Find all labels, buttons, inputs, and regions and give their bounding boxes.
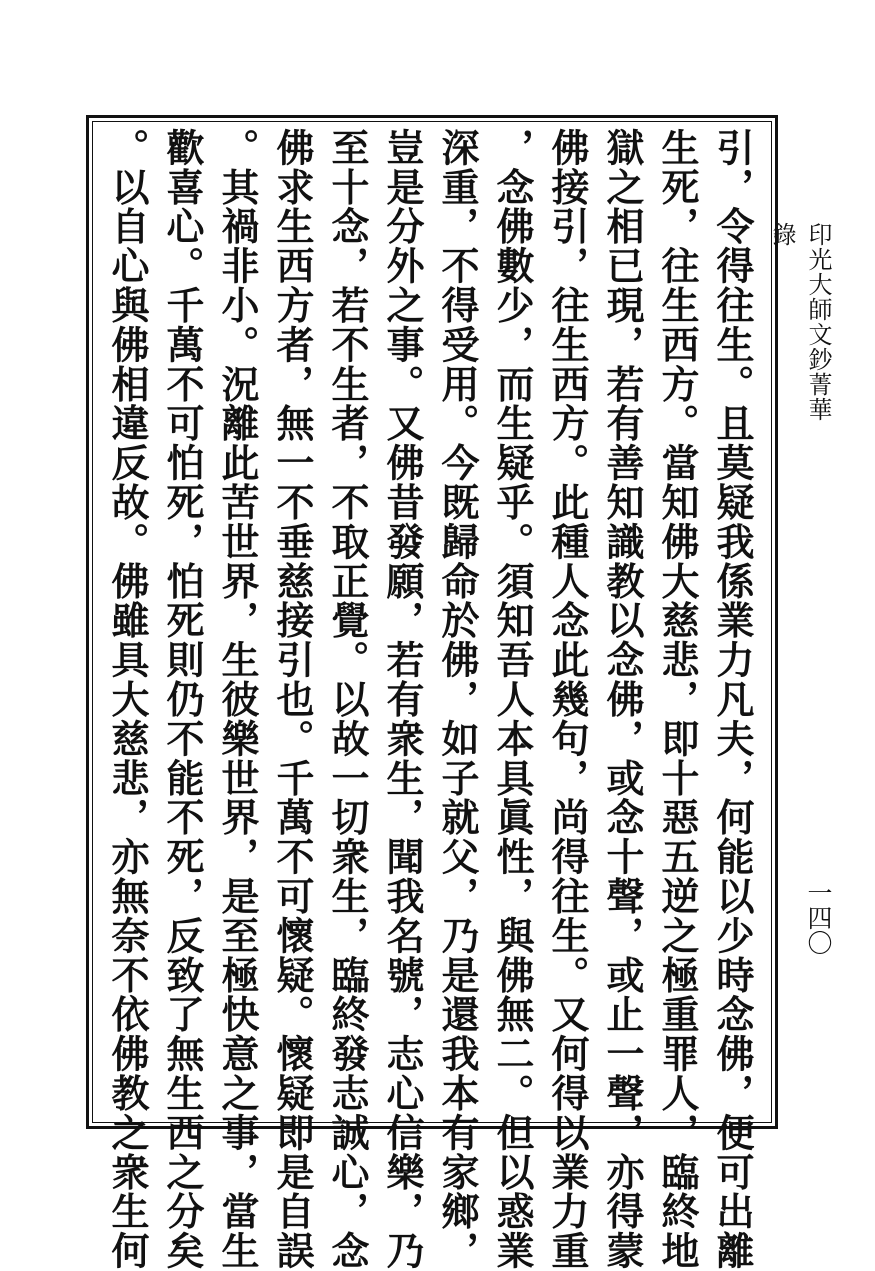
text-column: 至十念，若不生者，不取正覺。以故一切衆生，臨終發志誠心，念 [325,128,370,1271]
text-column: 佛求生西方者，無一不垂慈接引也。千萬不可懷疑。懷疑即是自誤 [270,128,315,1271]
running-head: 印光大師文鈔菁華錄 [768,222,832,422]
text-column: 豈是分外之事。又佛昔發願，若有衆生，聞我名號，志心信樂，乃 [380,128,425,1271]
page-number: 一四〇 [804,880,833,955]
text-column: 生死，往生西方。當知佛大慈悲，即十惡五逆之極重罪人，臨終地 [655,128,700,1271]
text-column: 。其禍非小。況離此苦世界，生彼樂世界，是至極快意之事，當生 [215,128,260,1271]
text-column: 佛接引，往生西方。此種人念此幾句，尚得往生。又何得以業力重 [545,128,590,1271]
body-text [105,128,760,1271]
text-column: 歡喜心。千萬不可怕死，怕死則仍不能不死，反致了無生西之分矣 [160,128,205,1271]
text-column: 。以自心與佛相違反故。佛雖具大慈悲，亦無奈不依佛教之衆生何 [105,128,150,1271]
text-column: 深重，不得受用。今既歸命於佛，如子就父，乃是還我本有家鄉， [435,128,480,1271]
text-column: 引，令得往生。且莫疑我係業力凡夫，何能以少時念佛，便可出離 [710,128,755,1271]
text-column: ，念佛數少，而生疑乎。須知吾人本具眞性，與佛無二。但以惑業 [490,128,535,1271]
text-column: 獄之相已現，若有善知識教以念佛，或念十聲，或止一聲，亦得蒙 [600,128,645,1271]
